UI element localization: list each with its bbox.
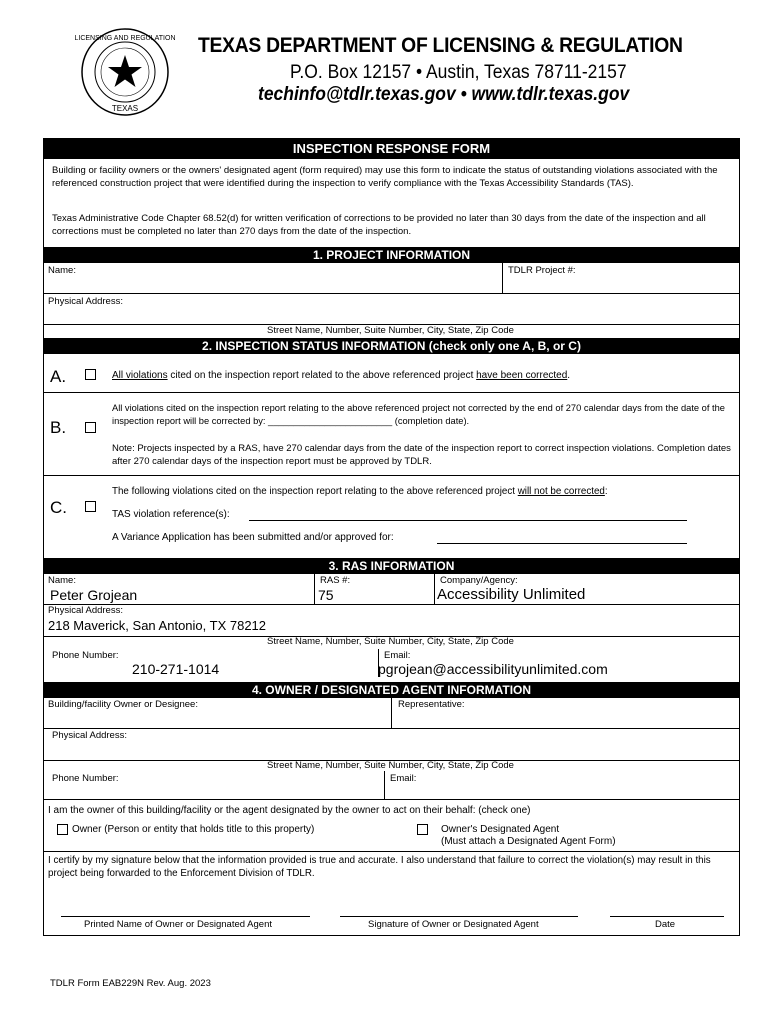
company-value[interactable]: Accessibility Unlimited bbox=[437, 586, 586, 603]
svg-text:LICENSING AND REGULATION: LICENSING AND REGULATION bbox=[74, 35, 176, 42]
option-c-text: The following violations cited on the inspection report relating to the above referenced project will not be corrected: bbox=[112, 486, 608, 497]
owner-label: Building/facility Owner or Designee: bbox=[48, 699, 198, 710]
project-name-label: Name: bbox=[48, 265, 76, 276]
tas-reference-field[interactable] bbox=[249, 520, 687, 521]
divider bbox=[44, 728, 739, 729]
owner-statement: I am the owner of this building/facility or the agent designated by the owner to act on their behalf: (check one) bbox=[48, 805, 531, 816]
option-b-note: Note: Projects inspected by a RAS, have 270 calendar days from the date of the inspection report to correct inspection violations. Completion dates after 270 calendar days of the inspection report must be approved by TDLR. bbox=[112, 443, 731, 467]
option-c-checkbox[interactable] bbox=[85, 501, 96, 512]
form-title: INSPECTION RESPONSE FORM bbox=[44, 139, 739, 159]
variance-field[interactable] bbox=[437, 543, 687, 544]
certification-text: I certify by my signature below that the information provided is true and accurate. I also understand that failure to correct the violation(s) may result in this project being forwarded to the Enforcement Division of TDLR. bbox=[48, 855, 711, 879]
option-b-text: All violations cited on the inspection report relating to the above referenced project not corrected by the end of 270 calendar days from the date of the inspection report will be corrected by: ________________________ (completion date). bbox=[112, 403, 725, 426]
divider bbox=[502, 263, 503, 293]
divider bbox=[391, 698, 392, 728]
intro-paragraph-1: Building or facility owners or the owners' designated agent (form required) may use this form to indicate the status of outstanding violations associated with the referenced construction project that were identified during the inspection to verify compliance with the Texas Accessibility Standards (TAS). bbox=[52, 165, 718, 189]
divider bbox=[44, 392, 739, 393]
owner-address-hint: Street Name, Number, Suite Number, City, State, Zip Code bbox=[267, 760, 514, 771]
agent-option-note: (Must attach a Designated Agent Form) bbox=[441, 836, 616, 847]
variance-label: A Variance Application has been submitted and/or approved for: bbox=[112, 532, 394, 543]
project-address-label: Physical Address: bbox=[48, 296, 123, 307]
divider bbox=[384, 771, 385, 799]
project-number-label: TDLR Project #: bbox=[508, 265, 576, 276]
owner-phone-label: Phone Number: bbox=[52, 773, 119, 784]
signature-field[interactable] bbox=[340, 916, 578, 917]
ras-phone-label: Phone Number: bbox=[52, 650, 119, 661]
org-name: TEXAS DEPARTMENT OF LICENSING & REGULATION bbox=[198, 34, 683, 57]
org-contact: techinfo@tdlr.texas.gov • www.tdlr.texas.gov bbox=[258, 84, 630, 105]
ras-email-value[interactable]: pgrojean@accessibilityunlimited.com bbox=[378, 661, 608, 677]
svg-text:TEXAS: TEXAS bbox=[111, 104, 139, 113]
company-label: Company/Agency: bbox=[440, 575, 518, 586]
ras-address-value[interactable]: 218 Maverick, San Antonio, TX 78212 bbox=[48, 618, 267, 633]
project-address-hint: Street Name, Number, Suite Number, City, State, Zip Code bbox=[267, 325, 514, 336]
section-1-title: 1. PROJECT INFORMATION bbox=[44, 247, 739, 263]
ras-phone-value[interactable]: 210-271-1014 bbox=[132, 661, 220, 677]
option-b-letter: B. bbox=[50, 418, 67, 437]
intro-paragraph-2: Texas Administrative Code Chapter 68.52(d) for written verification of corrections to be provided no later than 30 days from the date of the inspection and all corrections must be completed no later than 270 days from the date of the inspection. bbox=[52, 213, 706, 237]
agent-option-label: Owner's Designated Agent bbox=[441, 824, 560, 835]
signature-label: Signature of Owner or Designated Agent bbox=[368, 919, 539, 930]
tas-reference-label: TAS violation reference(s): bbox=[112, 509, 230, 520]
section-4-title: 4. OWNER / DESIGNATED AGENT INFORMATION bbox=[44, 682, 739, 698]
tdlr-seal-logo bbox=[74, 27, 176, 117]
printed-name-label: Printed Name of Owner or Designated Agent bbox=[84, 919, 272, 930]
ras-name-value[interactable]: Peter Grojean bbox=[50, 587, 138, 603]
ras-number-label: RAS #: bbox=[320, 575, 351, 586]
ras-number-value[interactable]: 75 bbox=[318, 587, 334, 603]
ras-name-label: Name: bbox=[48, 575, 76, 586]
agent-checkbox[interactable] bbox=[417, 824, 428, 835]
date-label: Date bbox=[655, 919, 676, 930]
form-id: TDLR Form EAB229N Rev. Aug. 2023 bbox=[50, 978, 211, 989]
option-a-text: All violations cited on the inspection report related to the above referenced project have been corrected. bbox=[112, 370, 571, 381]
owner-email-label: Email: bbox=[390, 773, 417, 784]
owner-option-label: Owner (Person or entity that holds title to this property) bbox=[72, 824, 315, 835]
option-a-letter: A. bbox=[50, 367, 67, 386]
printed-name-field[interactable] bbox=[61, 916, 310, 917]
option-a-checkbox[interactable] bbox=[85, 369, 96, 380]
date-field[interactable] bbox=[610, 916, 724, 917]
ras-address-hint: Street Name, Number, Suite Number, City, State, Zip Code bbox=[267, 636, 514, 647]
section-2-title: 2. INSPECTION STATUS INFORMATION (check only one A, B, or C) bbox=[44, 338, 739, 354]
section-3-title: 3. RAS INFORMATION bbox=[44, 558, 739, 574]
ras-address-label: Physical Address: bbox=[48, 605, 123, 616]
divider bbox=[44, 475, 739, 476]
ras-email-label: Email: bbox=[384, 650, 411, 661]
inspection-response-form bbox=[43, 138, 740, 936]
divider bbox=[434, 574, 435, 604]
owner-address-label: Physical Address: bbox=[52, 730, 127, 741]
option-b-checkbox[interactable] bbox=[85, 422, 96, 433]
divider bbox=[44, 799, 739, 800]
option-c-letter: C. bbox=[50, 498, 67, 517]
org-address: P.O. Box 12157 • Austin, Texas 78711-2157 bbox=[290, 62, 627, 83]
divider bbox=[44, 851, 739, 852]
owner-checkbox[interactable] bbox=[57, 824, 68, 835]
divider bbox=[314, 574, 315, 604]
representative-label: Representative: bbox=[398, 699, 465, 710]
divider bbox=[44, 293, 739, 294]
divider bbox=[44, 604, 739, 605]
